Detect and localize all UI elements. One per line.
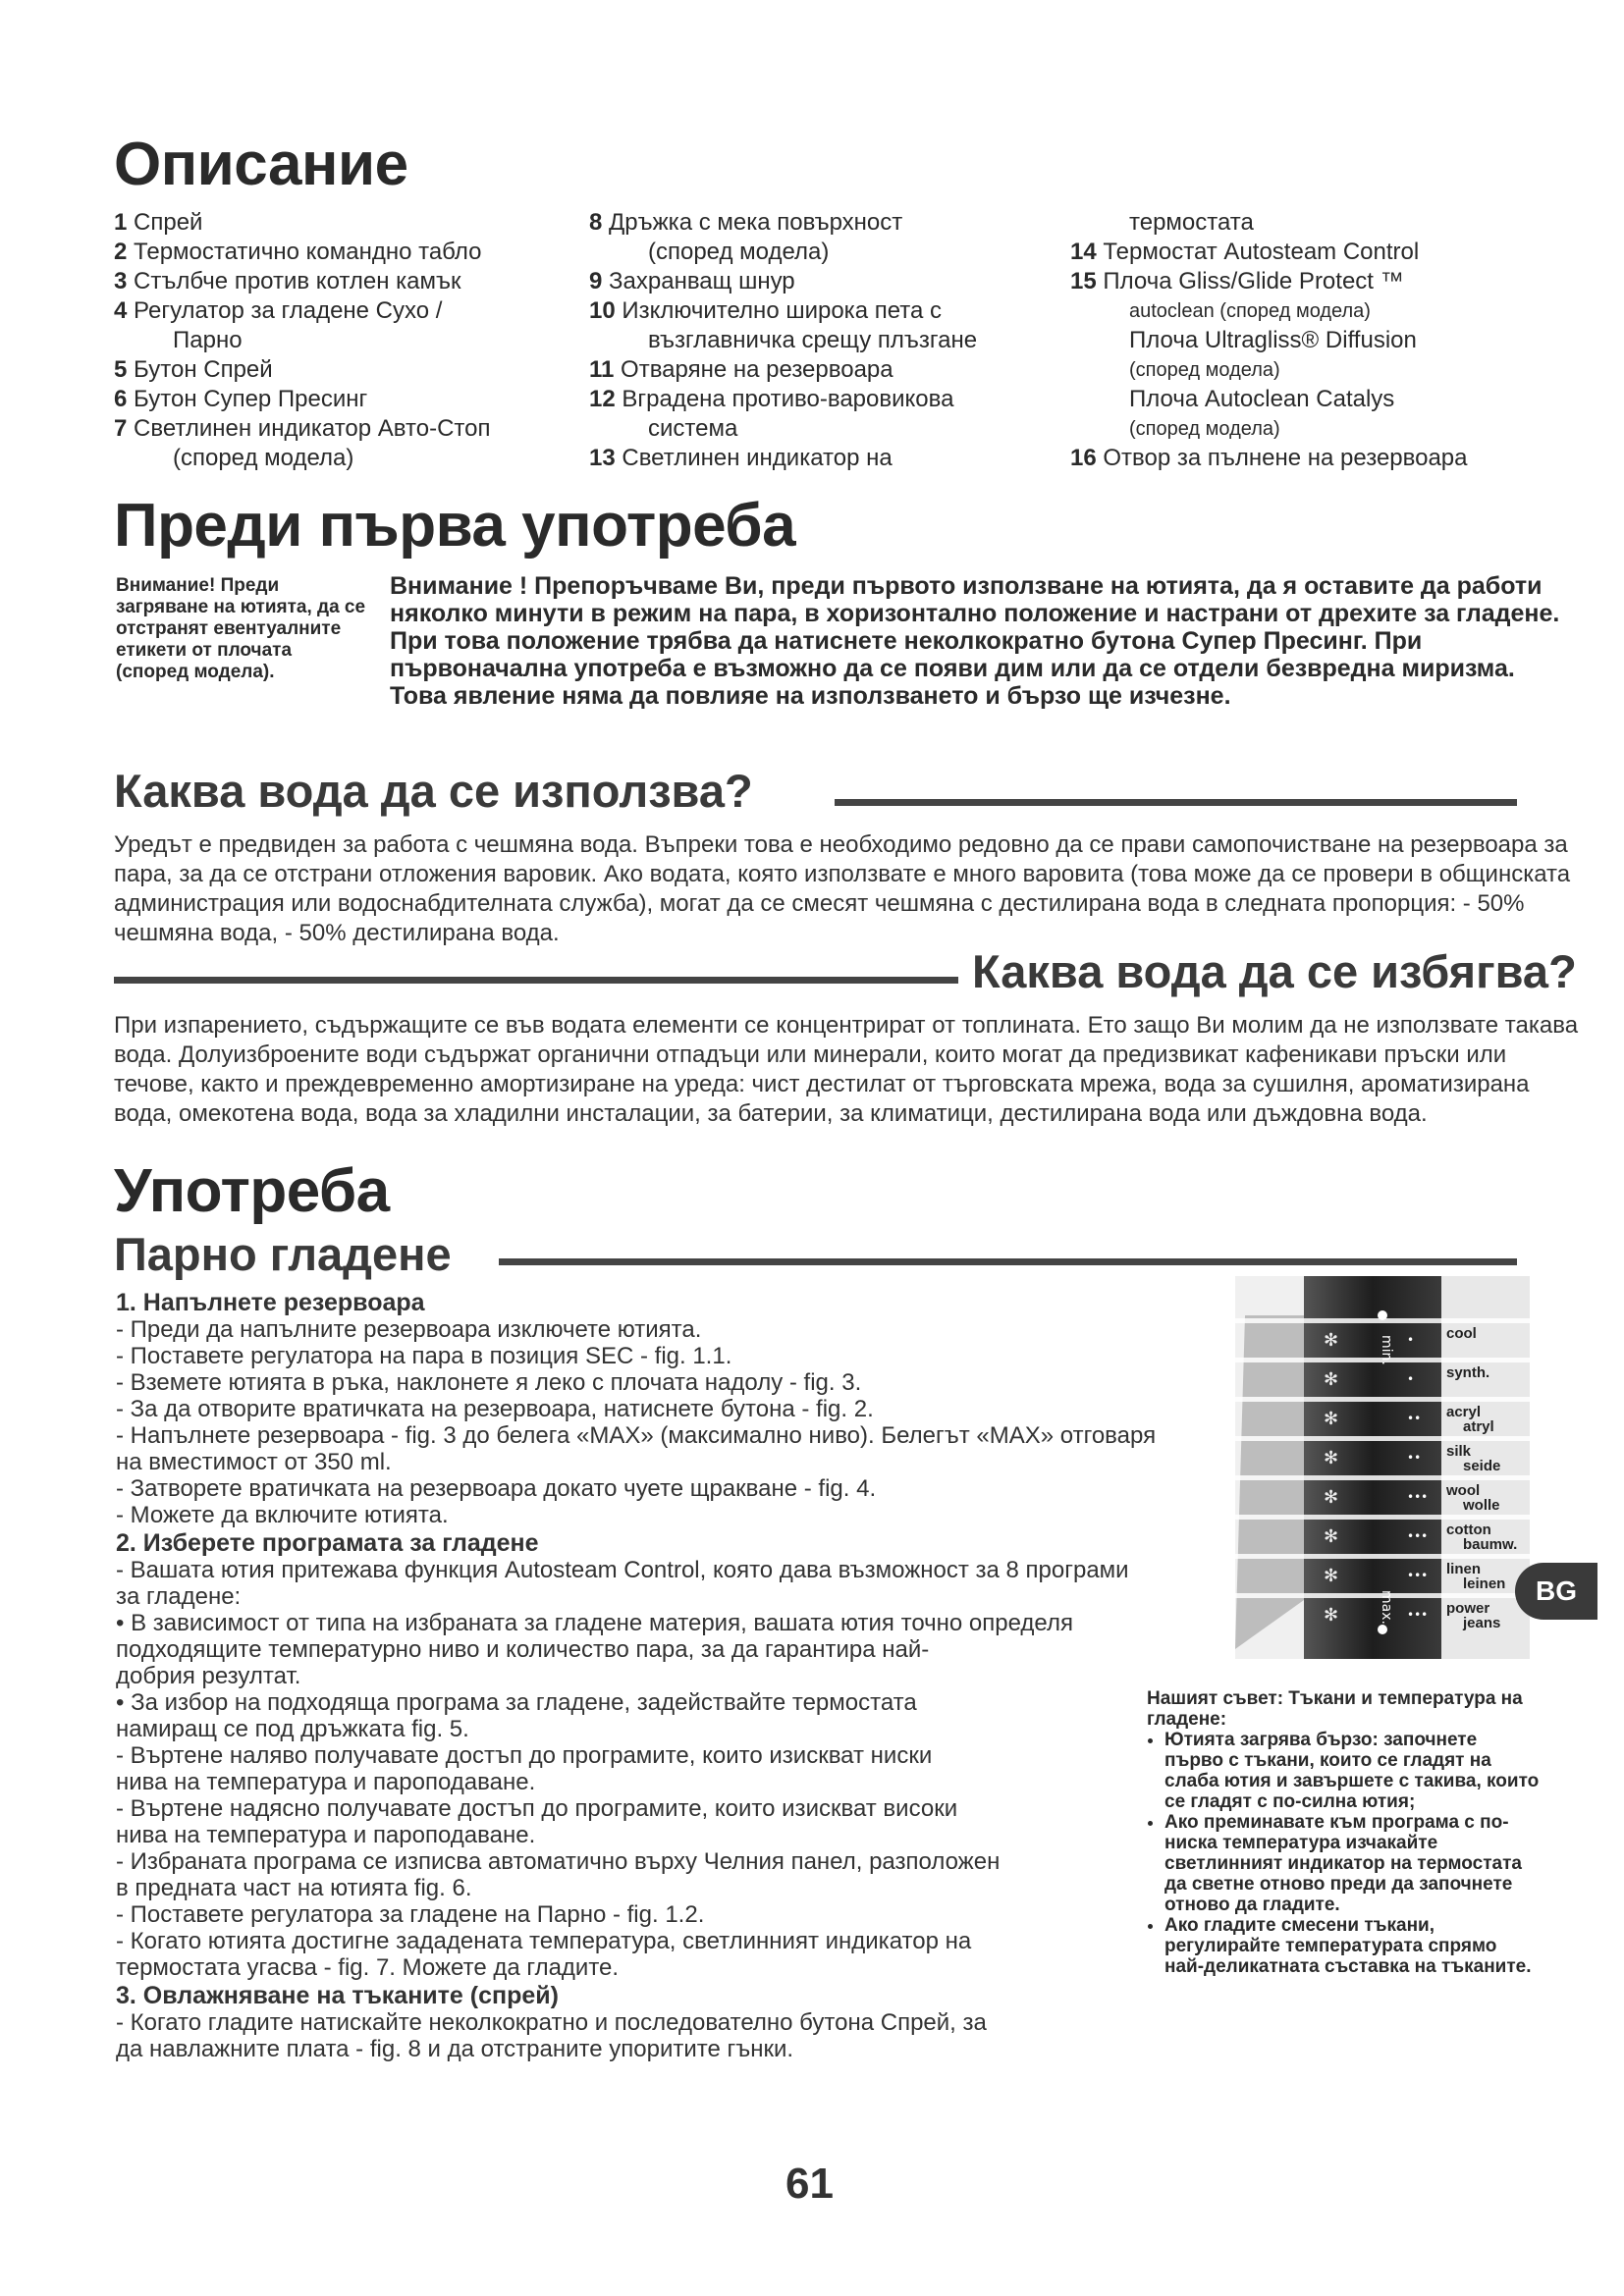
description-item-number: 7 <box>114 415 128 442</box>
tip-item: • Ютията загрява бързо: започнете първо с тъкани, които се гладят на слаба ютия и завършете с такива, които се гладят с по-силна ютия; <box>1164 1730 1540 1812</box>
panel-divider <box>1235 1475 1530 1480</box>
description-item-text: Стълбче против котлен камък <box>127 268 461 294</box>
description-column-1 <box>114 208 490 473</box>
fabric-icon: ✻ <box>1324 1448 1339 1468</box>
fabric-icon: ✻ <box>1324 1487 1339 1508</box>
step-1-title: 1. Напълнете резервоара <box>116 1289 425 1316</box>
temperature-dots-icon: ••• <box>1407 1529 1429 1543</box>
description-item-text: Термостатично командно табло <box>127 239 482 265</box>
step-2-title: 2. Изберете програмата за гладене <box>116 1529 539 1557</box>
fabric-label: cotton <box>1446 1522 1491 1538</box>
description-item-text: Спрей <box>127 209 203 236</box>
description-column-2 <box>589 208 977 473</box>
description-item <box>114 267 490 296</box>
description-item <box>589 355 977 385</box>
usage-line: в предната част на ютията fig. 6. <box>116 1875 472 1901</box>
description-item <box>114 208 490 238</box>
description-item <box>114 238 490 267</box>
heading-before-first-use: Преди първа употреба <box>114 492 796 560</box>
fabric-label: power <box>1446 1600 1490 1617</box>
step-3-title: 3. Овлажняване на тъканите (спрей) <box>116 1982 559 2009</box>
description-item: система <box>648 415 738 442</box>
step-1-list <box>116 1316 1245 1528</box>
heading-steam-ironing: Парно гладене <box>114 1228 452 1280</box>
usage-line: - Вземете ютията в ръка, наклонете я леко с плочата надолу - fig. 3. <box>116 1369 862 1396</box>
usage-line: - За да отворите вратичката на резервоара, натиснете бутона - fig. 2. <box>116 1396 874 1422</box>
description-item: Парно <box>173 327 243 353</box>
description-item: (според модела) <box>1129 359 1280 381</box>
panel-divider <box>1235 1397 1530 1402</box>
description-item-number: 11 <box>589 356 615 383</box>
usage-line: - Поставете регулатора за гладене на Парно - fig. 1.2. <box>116 1901 705 1928</box>
description-item-number: 9 <box>589 268 603 294</box>
usage-line: - Напълнете резервоара - fig. 3 до белега «MAX» (максимално ниво). Белегът «MAX» отговаря <box>116 1422 1157 1449</box>
description-item-text: Регулатор за гладене Сухо / <box>127 297 443 324</box>
description-item <box>114 385 490 414</box>
fabric-icon: ✻ <box>1324 1330 1339 1351</box>
usage-line: добрия резултат. <box>116 1663 301 1689</box>
description-item <box>1070 267 1468 296</box>
tip-box <box>1147 1688 1540 1977</box>
usage-line: - Затворете вратичката на резервоара докато чуете щракване - fig. 4. <box>116 1475 877 1502</box>
description-item-number: 13 <box>589 445 616 471</box>
step-3-list <box>116 2009 1245 2062</box>
heading-water-avoid: Каква вода да се избягва? <box>972 945 1577 997</box>
temperature-dots-icon: ••• <box>1407 1569 1429 1582</box>
usage-line: за гладене: <box>116 1583 242 1610</box>
description-column-3 <box>1070 208 1468 473</box>
fabric-label-secondary: wolle <box>1463 1497 1500 1514</box>
description-item <box>114 355 490 385</box>
description-item-text: Светлинен индикатор на <box>615 445 893 471</box>
description-item-number: 2 <box>114 239 128 265</box>
warning-side-note: Внимание! Преди загряване на ютията, да се отстранят евентуалните етикети от плочата (според модела). <box>116 575 366 682</box>
heading-rule <box>499 1258 1517 1265</box>
usage-line: на вместимост от 350 ml. <box>116 1449 392 1475</box>
description-item-number: 12 <box>589 386 616 412</box>
usage-line: да навлажните плата - fig. 8 и да отстраните упоритите гънки. <box>116 2036 794 2062</box>
fabric-icon: ✻ <box>1324 1526 1339 1547</box>
usage-line: термостата угасва - fig. 7. Можете да гладите. <box>116 1954 620 1981</box>
description-item <box>589 444 977 473</box>
description-item-number: 1 <box>114 209 128 236</box>
thermostat-panel-illustration <box>1235 1276 1530 1659</box>
fabric-label: silk <box>1446 1443 1472 1460</box>
language-badge: BG <box>1515 1563 1597 1620</box>
min-label: min. <box>1379 1335 1394 1365</box>
usage-line: - Когато ютията достигне зададената температура, светлинният индикатор на <box>116 1928 972 1954</box>
description-item-text: Изключително широка пета с <box>615 297 943 324</box>
description-item <box>114 296 490 326</box>
fabric-label: synth. <box>1446 1364 1490 1381</box>
temperature-dots-icon: ••• <box>1407 1490 1429 1504</box>
temperature-dots-icon: •• <box>1407 1412 1422 1425</box>
fabric-label-secondary: seide <box>1463 1458 1501 1474</box>
heading-rule <box>114 977 958 984</box>
usage-line: намиращ се под дръжката fig. 5. <box>116 1716 469 1742</box>
thermostat-panel-graphic <box>1235 1276 1530 1659</box>
thermometer-icon <box>1378 1310 1387 1320</box>
description-item-text: Бутон Супер Пресинг <box>127 386 368 412</box>
usage-line: нива на температура и пароподаване. <box>116 1822 536 1848</box>
usage-line: подходящите температурно ниво и количество пара, за да гарантира най- <box>116 1636 930 1663</box>
description-item-number: 14 <box>1070 239 1097 265</box>
usage-steps <box>116 1288 1245 2062</box>
heading-rule <box>835 799 1517 806</box>
description-item-text: Светлинен индикатор Авто-Стоп <box>127 415 491 442</box>
description-item <box>589 208 977 238</box>
description-item-number: 8 <box>589 209 603 236</box>
description-item <box>589 267 977 296</box>
temperature-dots-icon: ••• <box>1407 1608 1429 1622</box>
heading-description: Описание <box>114 131 408 198</box>
description-item <box>589 385 977 414</box>
description-item: (според модела) <box>1129 418 1280 440</box>
panel-divider <box>1235 1515 1530 1520</box>
panel-divider <box>1235 1436 1530 1441</box>
fabric-label: cool <box>1446 1325 1477 1342</box>
description-item <box>589 296 977 326</box>
description-item: термостата <box>1129 209 1254 236</box>
temperature-dots-icon: • <box>1407 1372 1415 1386</box>
usage-line: - Вашата ютия притежава функция Autosteam Control, която дава възможност за 8 програми <box>116 1557 1129 1583</box>
usage-line: - Въртене надясно получавате достъп до програмите, които изискват високи <box>116 1795 958 1822</box>
description-item-text: Отваряне на резервоара <box>614 356 893 383</box>
heading-usage: Употреба <box>114 1157 390 1225</box>
tip-item: • Ако преминавате към програма с по-ниска температура изчакайте светлинният индикатор на термостата да светне отново преди да започнете отново да гладите. <box>1164 1812 1540 1915</box>
fabric-icon: ✻ <box>1324 1369 1339 1390</box>
usage-line: - Преди да напълните резервоара изключете ютията. <box>116 1316 702 1343</box>
description-item <box>114 414 490 444</box>
description-item-number: 10 <box>589 297 616 324</box>
description-item-number: 4 <box>114 297 128 324</box>
step-2-list <box>116 1557 1245 1981</box>
description-item-text: Термостат Autosteam Control <box>1096 239 1420 265</box>
water-avoid-text: При изпарението, съдържащите се във водата елементи се концентрират от топлината. Ето защо Ви молим да не използвате такава вода. Долуизброените води съдържат органични отпадъци или минерали, които могат да предизвикат кафеникави пръски или течове, както и преждевременно амортизиране на уреда: чист дестилат от търговската мрежа, вода за сушилня, ароматизирана вода, омекотена вода, вода за хладилни инсталации, за батерии, за климатици, дестилирана вода или дъждовна вода. <box>114 1012 1579 1127</box>
usage-line: • За избор на подходяща програма за гладене, задействайте термостата <box>116 1689 917 1716</box>
page-number: 61 <box>785 2160 834 2208</box>
temperature-dots-icon: • <box>1407 1333 1415 1347</box>
description-item-text: Отвор за пълнене на резервоара <box>1096 445 1468 471</box>
fabric-label: acryl <box>1446 1404 1482 1420</box>
description-item: (според модела) <box>173 445 354 471</box>
usage-line: - Избраната програма се изписва автоматично върху Челния панел, разположен <box>116 1848 1001 1875</box>
fabric-label: wool <box>1446 1482 1481 1499</box>
description-item: autoclean (според модела) <box>1129 300 1371 322</box>
temperature-dots-icon: •• <box>1407 1451 1422 1465</box>
description-item-number: 6 <box>114 386 128 412</box>
thermometer-icon <box>1378 1625 1387 1634</box>
heading-water-use: Каква вода да се използва? <box>114 765 753 817</box>
fabric-icon: ✻ <box>1324 1605 1339 1626</box>
description-item: възглавничка срещу плъзгане <box>648 327 978 353</box>
description-item <box>1070 238 1468 267</box>
description-item: Плоча Autoclean Catalys <box>1129 386 1395 412</box>
usage-line: - Поставете регулатора на пара в позиция SEC - fig. 1.1. <box>116 1343 732 1369</box>
tip-title: Нашият съвет: Тъкани и температура на гладене: <box>1147 1688 1523 1730</box>
fabric-label-secondary: leinen <box>1463 1575 1506 1592</box>
description-item-number: 15 <box>1070 268 1097 294</box>
fabric-label-secondary: atryl <box>1463 1418 1494 1435</box>
fabric-icon: ✻ <box>1324 1566 1339 1586</box>
usage-line: - Когато гладите натискайте неколкократно и последователно бутона Спрей, за <box>116 2009 987 2036</box>
description-item-text: Дръжка с мека повърхност <box>602 209 903 236</box>
warning-main-text: Внимание ! Препоръчваме Ви, преди първото използване на ютията, да я оставите да работи няколко минути в режим на пара, в хоризонтално положение и настрани от дрехите за гладене. При това положение трябва да натиснете неколкократно бутона Супер Пресинг. При първоначална употреба е възможно да се появи дим или да се отдели безвредна миризма. Това явление няма да повлияе на използването и бързо ще изчезне. <box>390 572 1560 710</box>
panel-divider <box>1235 1554 1530 1559</box>
description-item <box>1070 444 1468 473</box>
description-item: Плоча Ultragliss® Diffusion <box>1129 327 1417 353</box>
usage-line: • В зависимост от типа на избраната за гладене материя, вашата ютия точно определя <box>116 1610 1073 1636</box>
usage-line: - Можете да включите ютията. <box>116 1502 449 1528</box>
tip-item: • Ако гладите смесени тъкани, регулирайте температурата спрямо най-деликатната съставка на тъканите. <box>1164 1915 1540 1977</box>
description-item-text: Плоча Gliss/Glide Protect ™ <box>1096 268 1404 294</box>
description-item: (според модела) <box>648 239 830 265</box>
max-label: max. <box>1379 1590 1394 1625</box>
description-item-number: 16 <box>1070 445 1097 471</box>
fabric-label: linen <box>1446 1561 1482 1577</box>
description-item-text: Захранващ шнур <box>602 268 795 294</box>
description-item-number: 3 <box>114 268 128 294</box>
usage-line: - Въртене наляво получавате достъп до програмите, които изискват ниски <box>116 1742 933 1769</box>
fabric-label-secondary: baumw. <box>1463 1536 1518 1553</box>
description-item-number: 5 <box>114 356 128 383</box>
fabric-icon: ✻ <box>1324 1409 1339 1429</box>
water-use-text: Уредът е предвиден за работа с чешмяна вода. Въпреки това е необходимо редовно да се прави самопочистване на резервоара за пара, за да се отстрани отложения варовик. Ако водата, която използвате е много варовита (това може да се провери в общинската администрация или водоснабдителната служба), могат да се смесят чешмяна с дестилирана вода в следната пропорция: - 50% чешмяна вода, - 50% дестилирана вода. <box>114 831 1571 946</box>
tip-list <box>1147 1730 1540 1977</box>
usage-line: нива на температура и пароподаване. <box>116 1769 536 1795</box>
fabric-label-secondary: jeans <box>1463 1615 1501 1631</box>
description-item-text: Бутон Спрей <box>127 356 273 383</box>
description-item-text: Вградена противо-варовикова <box>615 386 954 412</box>
